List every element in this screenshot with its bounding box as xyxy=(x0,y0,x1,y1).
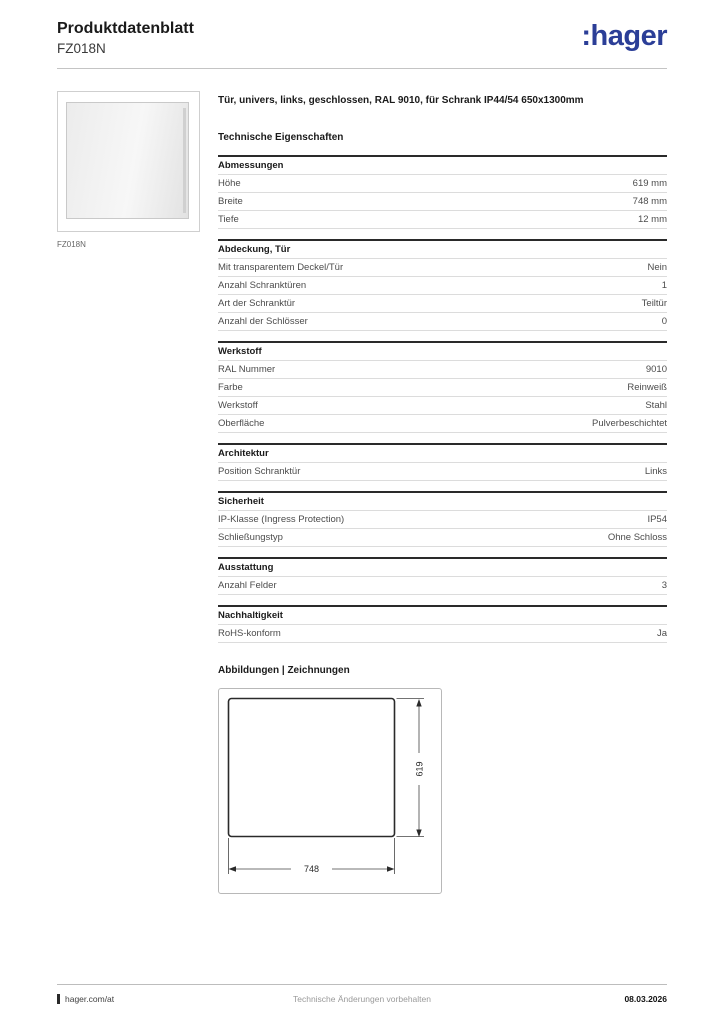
spec-row xyxy=(218,379,667,397)
product-image-caption: FZ018N xyxy=(57,240,86,249)
spec-value: Pulverbeschichtet xyxy=(592,417,667,429)
spec-row xyxy=(218,277,667,295)
footer-date: 08.03.2026 xyxy=(624,994,667,1004)
spec-section-title: Abdeckung, Tür xyxy=(218,239,667,259)
spec-label: Anzahl Felder xyxy=(218,579,277,591)
spec-section-title: Abmessungen xyxy=(218,155,667,175)
arrow-right-icon xyxy=(387,866,395,871)
spec-label: Farbe xyxy=(218,381,243,393)
spec-value: 619 mm xyxy=(632,177,667,189)
spec-value: Reinweiß xyxy=(627,381,667,393)
spec-sections xyxy=(218,155,667,643)
product-image xyxy=(57,91,200,232)
spec-section-title: Ausstattung xyxy=(218,557,667,577)
spec-value: IP54 xyxy=(647,513,667,525)
spec-value: Ja xyxy=(656,627,667,639)
arrow-up-icon xyxy=(416,699,421,707)
page-title: Produktdatenblatt xyxy=(57,20,194,37)
spec-value: Teiltür xyxy=(641,297,667,309)
spec-section xyxy=(218,605,667,643)
spec-label: Anzahl Schranktüren xyxy=(218,279,307,291)
spec-label: Position Schranktür xyxy=(218,465,301,477)
spec-section-title: Werkstoff xyxy=(218,341,667,361)
spec-value: 1 xyxy=(661,279,667,291)
spec-label: Tiefe xyxy=(218,213,239,225)
spec-row xyxy=(218,511,667,529)
spec-label: Höhe xyxy=(218,177,241,189)
spec-value: 9010 xyxy=(645,363,667,375)
spec-section-title: Nachhaltigkeit xyxy=(218,605,667,625)
page-footer xyxy=(57,984,667,1004)
footer-left xyxy=(57,994,258,1004)
arrow-down-icon xyxy=(416,829,421,837)
spec-section xyxy=(218,239,667,331)
spec-row xyxy=(218,529,667,547)
height-dimension-label: 619 xyxy=(414,760,425,777)
drawings-title: Abbildungen | Zeichnungen xyxy=(218,664,350,676)
spec-label: Oberfläche xyxy=(218,417,265,429)
spec-value: 3 xyxy=(661,579,667,591)
technical-drawing-svg xyxy=(227,697,433,885)
spec-label: Anzahl der Schlösser xyxy=(218,315,308,327)
spec-row xyxy=(218,577,667,595)
product-code: FZ018N xyxy=(57,41,106,56)
spec-label: IP-Klasse (Ingress Protection) xyxy=(218,513,345,525)
footer-notice: Technische Änderungen vorbehalten xyxy=(292,994,431,1004)
spec-row xyxy=(218,313,667,331)
spec-value: 748 mm xyxy=(632,195,667,207)
spec-row xyxy=(218,463,667,481)
spec-section xyxy=(218,557,667,595)
spec-row xyxy=(218,625,667,643)
spec-label: Art der Schranktür xyxy=(218,297,296,309)
spec-row xyxy=(218,397,667,415)
footer-website: hager.com/at xyxy=(65,994,115,1004)
spec-section-title: Sicherheit xyxy=(218,491,667,511)
spec-value: Stahl xyxy=(645,399,667,411)
spec-label: RoHS-konform xyxy=(218,627,281,639)
arrow-left-icon xyxy=(229,866,237,871)
spec-row xyxy=(218,361,667,379)
hager-logo: :hager xyxy=(581,20,667,52)
spec-label: Breite xyxy=(218,195,243,207)
spec-section xyxy=(218,443,667,481)
spec-row xyxy=(218,211,667,229)
main-content xyxy=(0,69,724,894)
spec-value: 0 xyxy=(661,315,667,327)
width-dimension-label: 748 xyxy=(303,863,320,874)
spec-value: Nein xyxy=(647,261,667,273)
spec-label: Schließungstyp xyxy=(218,531,283,543)
spec-row xyxy=(218,295,667,313)
technical-drawing xyxy=(218,688,442,894)
spec-section xyxy=(218,155,667,229)
header-text xyxy=(57,20,194,56)
spec-value: Ohne Schloss xyxy=(607,531,667,543)
tech-properties-title: Technische Eigenschaften xyxy=(218,131,344,143)
door-outline xyxy=(229,698,395,836)
spec-label: Werkstoff xyxy=(218,399,258,411)
spec-row xyxy=(218,415,667,433)
spec-section xyxy=(218,341,667,433)
spec-value: 12 mm xyxy=(637,213,667,225)
product-image-column xyxy=(57,91,202,894)
spec-label: Mit transparentem Deckel/Tür xyxy=(218,261,344,273)
spec-column xyxy=(218,91,667,894)
product-description: Tür, univers, links, geschlossen, RAL 9010, für Schrank IP44/54 650x1300mm xyxy=(218,95,584,106)
spec-label: RAL Nummer xyxy=(218,363,276,375)
page-header xyxy=(0,0,724,56)
door-panel-illustration xyxy=(66,102,189,219)
spec-row xyxy=(218,175,667,193)
spec-section xyxy=(218,491,667,547)
spec-section-title: Architektur xyxy=(218,443,667,463)
spec-row xyxy=(218,193,667,211)
spec-value: Links xyxy=(644,465,667,477)
footer-bar-icon xyxy=(57,994,60,1004)
spec-row xyxy=(218,259,667,277)
